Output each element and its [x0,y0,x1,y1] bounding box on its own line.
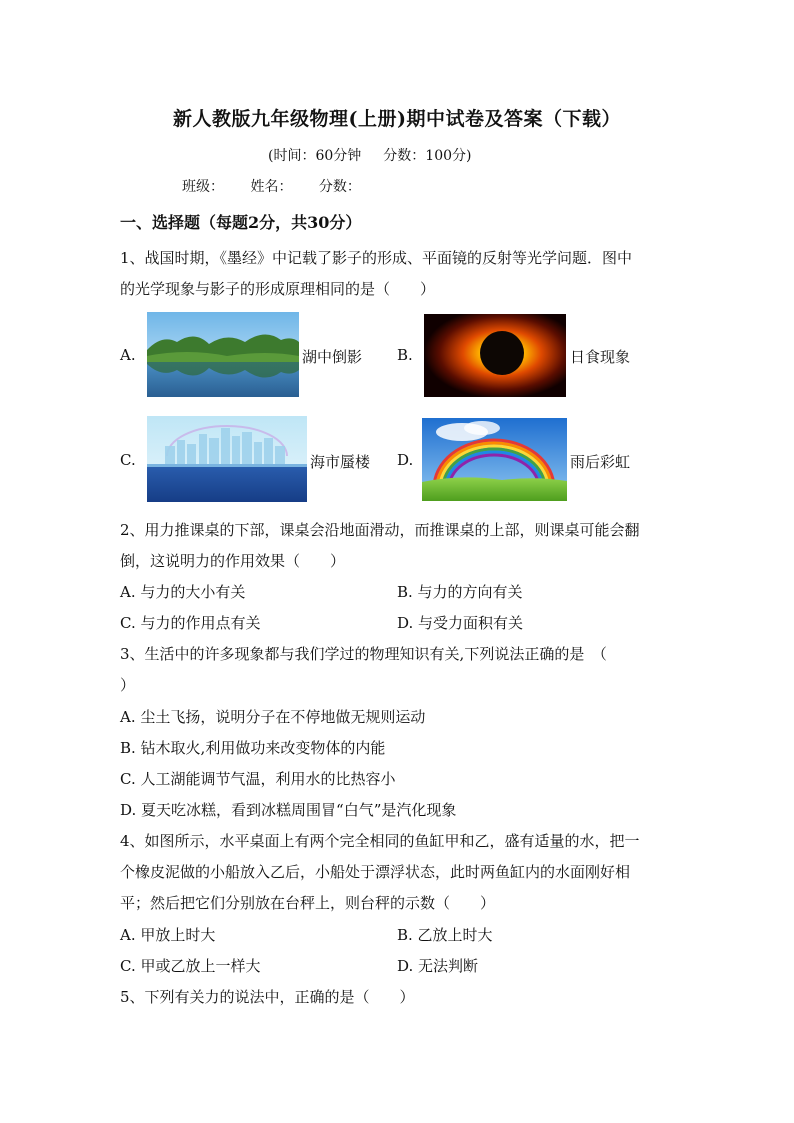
q1-option-d-text: 雨后彩虹 [570,453,631,471]
score-info: 分数：100分) [383,148,472,164]
q2-line-2: 倒，这说明力的作用效果（ ） [120,552,346,570]
student-info [182,176,383,196]
q3-line-1: 3、生活中的许多现象都与我们学过的物理知识有关,下列说法正确的是 （ [120,645,607,663]
q1-option-c-letter: C. [120,451,136,469]
q4-option-d: D. 无法判断 [397,957,479,975]
q3-option-a: A. 尘土飞扬，说明分子在不停地做无规则运动 [120,708,426,726]
name-label: 姓名： [250,179,293,195]
q2-line-1: 2、用力推课桌的下部，课桌会沿地面滑动，而推课桌的上部，则课桌可能会翻 [120,521,640,539]
q4-line-2: 个橡皮泥做的小船放入乙后，小船处于漂浮状态，此时两鱼缸内的水面刚好相 [120,863,631,881]
q1-option-d-letter: D. [397,451,414,469]
q4-option-a: A. 甲放上时大 [120,926,216,944]
q2-option-b: B. 与力的方向有关 [397,583,523,601]
lake-reflection-image [147,312,299,397]
q1-line-2: 的光学现象与影子的形成原理相同的是（ ） [120,280,436,298]
q1-option-b-letter: B. [397,346,413,364]
exam-meta [268,145,471,165]
q1-option-b-text: 日食现象 [570,348,631,366]
q2-option-a: A. 与力的大小有关 [120,583,246,601]
points-label: 分数： [318,179,361,195]
q3-line-2: ） [120,676,136,694]
q2-option-c: C. 与力的作用点有关 [120,614,261,632]
q1-option-c-text: 海市蜃楼 [310,453,371,471]
q4-option-c: C. 甲或乙放上一样大 [120,957,261,975]
q3-option-b: B. 钻木取火,利用做功来改变物体的内能 [120,739,386,757]
q1-line-1: 1、战国时期，《墨经》中记载了影子的形成、平面镜的反射等光学问题．图中 [120,249,633,267]
time-info: (时间：60分钟 [268,148,362,164]
page-title: 新人教版九年级物理(上册)期中试卷及答案（下载） [173,108,621,130]
solar-eclipse-image [424,314,566,397]
q4-option-b: B. 乙放上时大 [397,926,493,944]
section-heading: 一、选择题（每题2分，共30分） [120,213,362,232]
rainbow-image [422,418,567,501]
q2-option-d: D. 与受力面积有关 [397,614,524,632]
class-label: 班级： [182,179,224,195]
q1-option-a-letter: A. [120,346,136,364]
q3-option-c: C. 人工湖能调节气温，利用水的比热容小 [120,770,396,788]
q5-line-1: 5、下列有关力的说法中，正确的是（ ） [120,988,415,1006]
q1-option-a-text: 湖中倒影 [302,348,363,366]
q4-line-3: 平；然后把它们分别放在台秤上，则台秤的示数（ ） [120,894,496,912]
mirage-image [147,416,307,502]
q4-line-1: 4、如图所示，水平桌面上有两个完全相同的鱼缸甲和乙，盛有适量的水，把一 [120,832,640,850]
q3-option-d: D. 夏天吃冰糕，看到冰糕周围冒“白气”是汽化现象 [120,801,457,819]
